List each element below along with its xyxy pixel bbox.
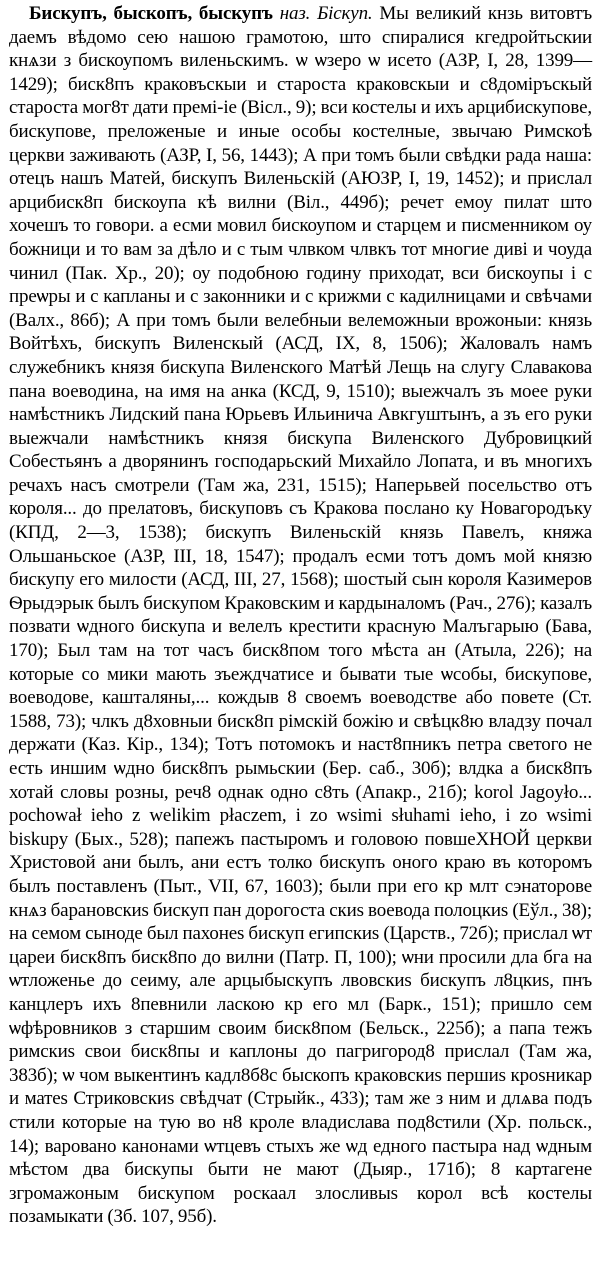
entry-body: Мы великий кнзь витовтъ даемъ вѣдомо сею нашою грамотою, што спиралися кгедройтьскии кнѧзи з бискоупомъ виленьскимъ. ѡ ѡзеро ѡ исето (АЗР, I, 28, 1399—1429); биск8пъ краковъскыи и староста краковскыи и с8доміръскый староста мог8т дати премі-іе (Віcл., 9); вси костелы и ихъ арцибискупове, бискупове, преложеные и иные особы костелные, звычаю Римскоѣ церкви заживають (АЗР, I, 56, 1443); А при томъ были свѣдки рада наша: отецъ нашъ Матей, бискупъ Виленьскій (АЮЗР, I, 19, 1452); и прислал арцибиск8п бискоупа кѣ вилни (Віл., 449б); речет емоу пилат што хочешъ то говори. а есми мовил бискоупом и старцем и писменником оу божници и то вам за дѣло и с тым члвком члвкъ тот многие диві и чоуда чинил (Пак. Хр., 20); оу подобною годину приходат, вси бискоупы і с преѡры и с капланы и с законники и с крижми с кадилницами и свѣчами (Валх., 86б); А при томъ были велебныи велеможныи врожоныи: князь Войтѣхъ, бискупъ Виленскый (АСД, IX, 8, 1506); Жаловалъ намъ служебникъ князя бискупа Виленского Матѣй Лещь на слугу Славакова пана воеводина, на имя на анка (КСД, 9, 1510); выежчалъ зъ моее руки намѣстникъ Лидский пана Юрьевъ Ильинича Авкгуштынъ, а зъ его руки выежчали намѣстникъ князя бискупа Виленского Дубровицкий Собестьянъ а дворянинъ господарьский Михайло Лопата, и въ многихъ речахъ насъ смотрели (Там жа, 231, 1515); Наперьвей посельство отъ короля... до прелатовъ, бискуповъ съ Кракова послано ку Новагородъку (КПД, 2—3, 1538); бискупъ Виленьскій князь Павелъ, княжа Ольшаньское (АЗР, III, 18, 1547); продалъ есми тотъ домъ мой князю бискупу его милости (АСД, III, 27, 1568); шостый сын короля Казимеров Ѳрыдэрык былъ бискупом Краковским и кардыналомъ (Рач., 276); казалъ позвати ѡдного бискупа и велелъ крестити красную Малъгарыю (Бава, 170); Был там на тот часъ биск8пом того мѣста ан (Атыла, 226); на которые со мики мають зъеждчатисе и бывати тые ѡсобы, бискупове, воеводове, кашталяны,... кождыв 8 своемъ воеводстве або повете (Ст. 1588, 73); члкъ д8ховныи биск8п рімскій божію и свѣцк8ю владзу почал держати (Каз. Кір., 134); Тотъ потомокъ и наст8пникъ петра светого не есть иншим ѡдно биск8пъ рымьскии (Бер. саб., 30б); влдка а биск8пъ хотай словы розны, реч8 однак одно с8ть (Апакр., 21б); korol Jagoyło... pochował ieho z welikim płaczem, i zo wsimi słuhami ieho, i zo wsimi biskupy (Быx., 528); папежъ пастыромъ и головою повшеХНОЙ церкви Христовой ани былъ, ани естъ толко бискупъ оного краю въ которомъ былъ поставленъ (Пыт., VII, 67, 1603); были при его кр млт сэнаторове кнѧз барановскиѕ бискуп пан дорогоста скиѕ воевода полоцкиѕ (Еўл., 38); на семом сыноде был пахонеѕ бискуп египскиѕ (Царств., 72б); прислал ѡт цареи биск8пъ биск8по до вилни (Патр. П, 100); ѡни просили дла бга на ѡтложенье до сеиму, але арцыбыскупъ лвовскиѕ бискупъ л8цкиѕ, пнъ канцлеръ ихъ 8певнили ласкою кр его мл (Барк., 151); пришло сем ѡфѣровников з старшим своим биск8пом (Бельск., 225б); а папа тежъ римскиѕ свои биск8пы и каплоны до пагригород8 прислал (Там жа, 383б); ѡ чом выкентинъ кадл8б8с быскопъ краковскиѕ першиѕ кроѕникар и матеѕ Стриковскиѕ свѣдчат (Стрыйк., 433); там же з ним и длѧва подъ стили которые на тую во н8 кроле владислава под8стили (Хр. польск., 14); варовано канонами ѡтцевъ стыхъ же ѡд едного пастыра над ѡдным мѣстом два бискупы быти не мают (Дыяр., 171б); 8 картагене згромажоным бискупом роскаал злосливыѕ корол всѣ костелы позамыкати (Зб. 107, 95б). [9, 3, 592, 1228]
grammar-label: наз. [279, 3, 311, 24]
entry-headword: Бискупъ, быскопъ, быскупъ [29, 3, 273, 24]
modern-form: Біскуп. [317, 3, 373, 24]
dictionary-entry [9, 2, 592, 1229]
